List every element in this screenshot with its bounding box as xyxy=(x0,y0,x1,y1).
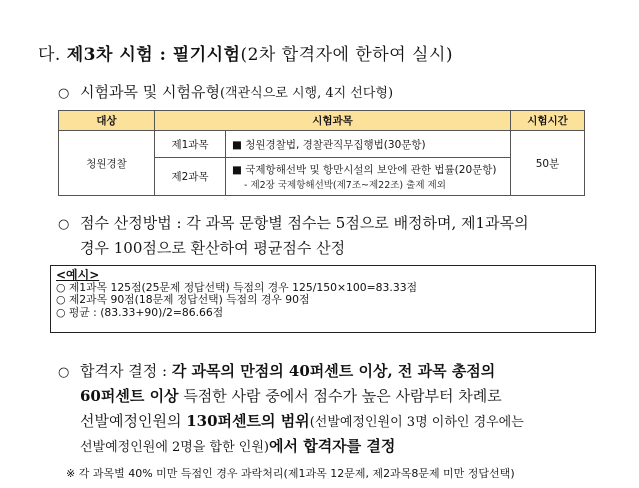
cutoff-note: ※ 각 과목별 40% 미만 득점인 경우 과락처리(제1과목 12문제, 제2과목8문제 미만 정답선택) xyxy=(66,467,515,480)
section-title xyxy=(38,40,453,65)
pass-text-small: 선발예정인원에 2명을 합한 인원) xyxy=(80,440,269,455)
pass-text: 선발예정인원의 xyxy=(80,412,187,430)
table-header-subject: 시험과목 xyxy=(155,111,511,131)
subject-text: 국제항해선박 및 항만시설의 보안에 관한 법률(20문항) xyxy=(245,164,497,176)
subject-no: 제1과목 xyxy=(155,131,226,158)
pass-line-1 xyxy=(58,360,495,381)
table-header-time: 시험시간 xyxy=(511,111,585,131)
scoring-text-1: 점수 산정방법 : 각 과목 문항별 점수는 5점으로 배정하며, 제1과목의 xyxy=(80,214,529,232)
section-prefix: 다. xyxy=(38,45,67,65)
bullet-marker: ○ xyxy=(58,86,70,101)
subject-text: 청원경찰법, 경찰관직무집행법(30문항) xyxy=(245,138,426,151)
subject-cell xyxy=(226,158,511,196)
subjects-heading-paren: (객관식으로 시행, 4지 선다형) xyxy=(219,86,394,101)
pass-line-2 xyxy=(80,385,502,406)
example-line: ○ 제2과목 90점(18문제 정답선택) 득점의 경우 90점 xyxy=(56,293,310,306)
section-title-rest: (2차 합격자에 한하여 실시) xyxy=(240,45,453,65)
pass-text: 득점한 사람 중에서 점수가 높은 사람부터 차례로 xyxy=(178,387,502,405)
pass-text-bold: 각 과목의 만점의 40퍼센트 이상, 전 과목 총점의 xyxy=(171,362,496,380)
subject-note: - 제2장 국제항해선박(제7조~제22조) 출제 제외 xyxy=(244,180,446,191)
pass-text-bold: 60퍼센트 이상 xyxy=(80,387,179,405)
bullet-marker: ○ xyxy=(58,217,70,232)
scoring-line-2: 경우 100점으로 환산하여 평균점수 산정 xyxy=(80,239,346,257)
subject-no: 제2과목 xyxy=(155,158,226,196)
time-cell: 50분 xyxy=(511,131,585,196)
table-header-target: 대상 xyxy=(59,111,155,131)
pass-text: 합격자 결정 : xyxy=(80,362,172,380)
pass-line-4 xyxy=(80,435,395,456)
example-line: ○ 평균 : (83.33+90)/2=86.66점 xyxy=(56,305,224,319)
subject-cell xyxy=(226,131,511,158)
example-heading: <예시> xyxy=(56,268,100,282)
pass-text-bold: 130퍼센트의 범위 xyxy=(186,412,310,430)
section-title-bold: 제3차 시험 : 필기시험 xyxy=(66,45,241,65)
pass-line-3 xyxy=(80,410,524,431)
pass-text-small: (선발예정인원이 3명 이하인 경우에는 xyxy=(309,415,524,430)
subjects-heading-main: 시험과목 및 시험유형 xyxy=(80,83,220,101)
scoring-line-1 xyxy=(58,212,529,233)
square-bullet: ■ xyxy=(232,164,242,176)
example-box xyxy=(50,265,596,333)
target-cell: 청원경찰 xyxy=(59,131,155,196)
pass-text-bold: 에서 합격자를 결정 xyxy=(269,437,396,455)
exam-subjects-table xyxy=(58,110,585,196)
bullet-marker: ○ xyxy=(58,365,70,380)
example-line: ○ 제1과목 125점(25문제 정답선택) 득점의 경우 125/150×100=83.33점 xyxy=(56,280,417,294)
subjects-heading xyxy=(58,81,393,102)
table-row xyxy=(59,131,585,158)
square-bullet: ■ xyxy=(232,138,242,151)
